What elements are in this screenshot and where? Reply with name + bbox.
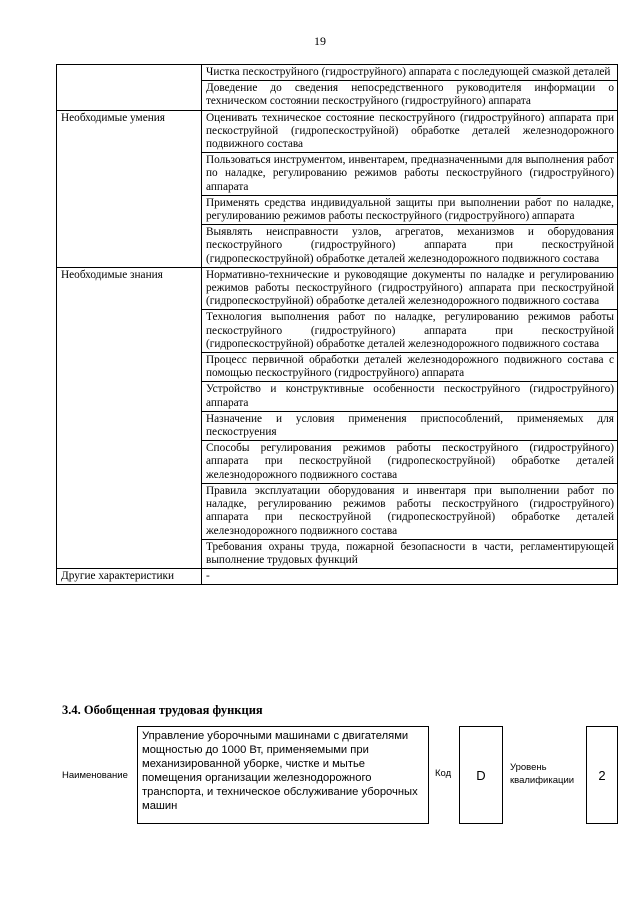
labor-function-table (56, 64, 618, 585)
row-text: Доведение до сведения непосредственного руководителя информации о техническом состоянии пескоструйного (гидроструйного) аппарата (202, 81, 618, 110)
row-text: Назначение и условия применения приспособлений, применяемых для пескоструения (202, 411, 618, 440)
row-text: Выявлять неисправности узлов, агрегатов, механизмов и оборудования пескоструйного (гидроструйного) аппарата при пескоструйной (гидропескоструйной) обработке деталей железнодорожного подвижного состава (202, 225, 618, 268)
row-text: Процесс первичной обработки деталей железнодорожного подвижного состава с помощью пескоструйного (гидроструйного) аппарата (202, 353, 618, 382)
row-label (57, 65, 202, 111)
row-text: Способы регулирования режимов работы пескоструйного (гидроструйного) аппарата при пескоструйной (гидропескоструйной) обработке деталей железнодорожного подвижного состава (202, 441, 618, 484)
level-value: 2 (586, 726, 618, 824)
row-text: Оценивать техническое состояние пескоструйного (гидроструйного) аппарата при пескоструйной (гидропескоструйной) обработке деталей железнодорожного подвижного состава (202, 110, 618, 153)
row-text: Чистка пескоструйного (гидроструйного) аппарата с последующей смазкой деталей (202, 65, 618, 81)
table-row (57, 110, 618, 153)
name-label: Наименование (62, 770, 128, 781)
row-label-other: Другие характеристики (57, 569, 202, 585)
level-label: Уровень квалификации (510, 762, 575, 786)
section-title: 3.4. Обобщенная трудовая функция (62, 703, 263, 717)
table-row (57, 65, 618, 81)
row-text: Пользоваться инструментом, инвентарем, предназначенными для выполнения работ по наладке, регулированию режимов работы пескоструйного (гидроструйного) аппарата (202, 153, 618, 196)
code-value: D (459, 726, 503, 824)
name-value: Управление уборочными машинами с двигателями мощностью до 1000 Вт, применяемыми при механизированной уборке, чистке и мытье помещения организации железнодорожного транспорта, и техническое обслуживание уборочных машин (137, 726, 429, 824)
row-text: Применять средства индивидуальной защиты при выполнении работ по наладке, регулированию режимов работы пескоструйного (гидроструйного) аппарата (202, 195, 618, 224)
table-row (57, 267, 618, 310)
row-label-knowledge: Необходимые знания (57, 267, 202, 568)
row-text: Технология выполнения работ по наладке, регулированию режимов работы пескоструйного (гидроструйного) аппарата при пескоструйной (гидропескоструйной) обработке деталей железнодорожного подвижного состава (202, 310, 618, 353)
row-text: Нормативно-технические и руководящие документы по наладке и регулированию режимов работы пескоструйного (гидроструйного) аппарата при пескоструйной (гидропескоструйной) обработке деталей железнодорожного подвижного состава (202, 267, 618, 310)
row-text: Устройство и конструктивные особенности пескоструйного (гидроструйного) аппарата (202, 382, 618, 411)
table-row (57, 569, 618, 585)
code-label: Код (435, 768, 452, 779)
row-text: Требования охраны труда, пожарной безопасности в части, регламентирующей выполнение трудовых функций (202, 539, 618, 568)
page-number: 19 (314, 34, 326, 48)
row-label-skills: Необходимые умения (57, 110, 202, 267)
row-text: - (202, 569, 618, 585)
row-text: Правила эксплуатации оборудования и инвентаря при выполнении работ по наладке, регулированию режимов работы пескоструйного (гидроструйного) аппарата при пескоструйной (гидропескоструйной) обработке деталей железнодорожного подвижного состава (202, 483, 618, 539)
